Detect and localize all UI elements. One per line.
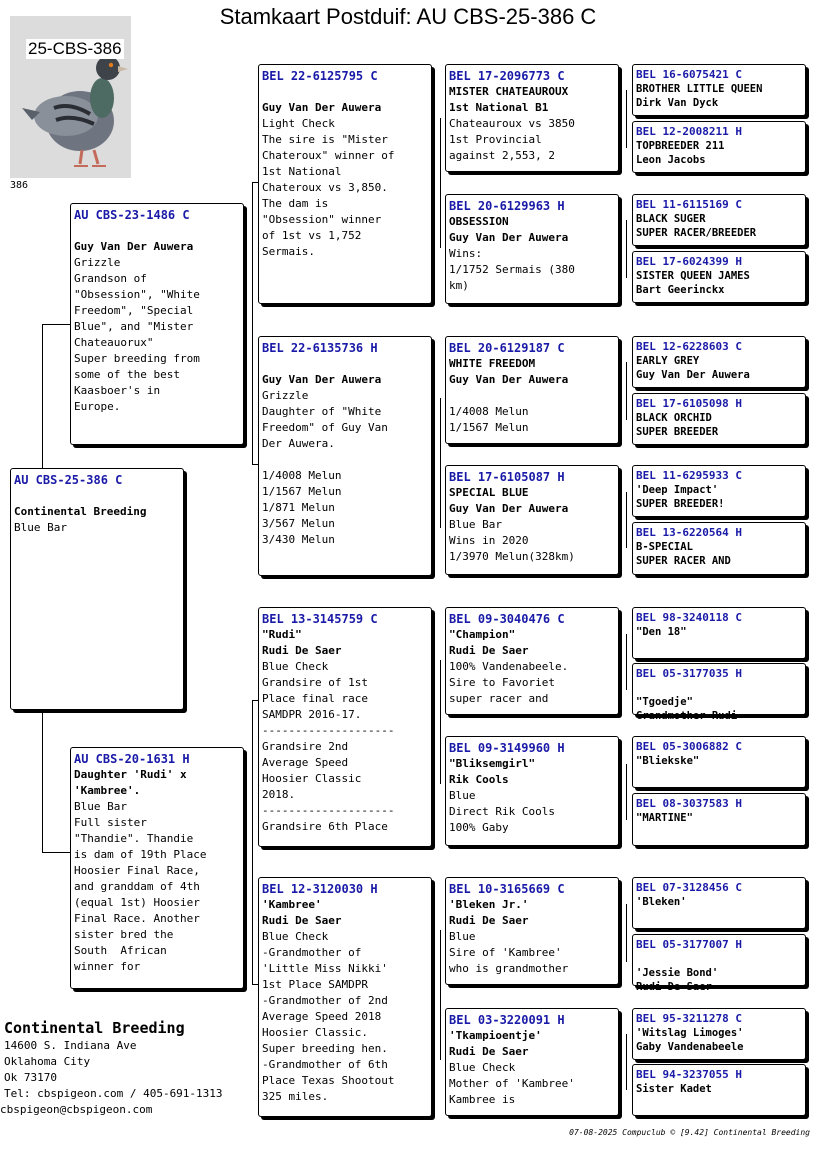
ring-number: BEL 08-3037583 H <box>636 797 742 810</box>
breeder-name: Continental Breeding <box>4 1019 185 1037</box>
card-line: Rudi De Saer <box>262 644 342 657</box>
card-line: SPECIAL BLUE <box>449 486 529 499</box>
card-line <box>449 388 615 404</box>
card-line: 100% Vandenabeele. <box>449 660 569 673</box>
connector-line <box>440 118 441 248</box>
card-line: some of the best <box>74 368 180 381</box>
card-line: Kaasboer's in <box>74 384 161 397</box>
card-line: winner for <box>74 960 141 973</box>
card-line: Guy Van Der Auwera <box>74 240 194 253</box>
card-line: "Tgoedje" <box>636 696 693 708</box>
connector-line <box>42 712 43 852</box>
breeder-city: Oklahoma City <box>4 1055 91 1068</box>
card-line: Chateroux vs 3,850. <box>262 181 388 194</box>
card-line: against 2,553, 2 <box>449 149 555 162</box>
card-line: EARLY GREY <box>636 355 700 367</box>
card-line: Guy Van Der Auwera <box>262 101 382 114</box>
card-line: 1/871 Melun <box>262 501 335 514</box>
ring-number: BEL 07-3128456 C <box>636 881 742 894</box>
card-line: BLACK ORCHID <box>636 412 712 424</box>
pedigree-card-gen5 <box>632 736 806 788</box>
pedigree-card-gen5 <box>632 607 806 659</box>
connector-line <box>626 1034 627 1090</box>
connector-line <box>626 634 627 690</box>
card-line: Kambree is <box>449 1093 516 1106</box>
card-line: "Thandie". Thandie <box>74 832 194 845</box>
card-line: who is grandmother <box>449 962 569 975</box>
card-line: B-SPECIAL <box>636 541 693 553</box>
ring-number: BEL 95-3211278 C <box>636 1012 742 1025</box>
card-line: Rudi De Saer <box>636 981 712 993</box>
card-line: Daughter of "White <box>262 405 382 418</box>
card-line: TOPBREEDER 211 <box>636 140 725 152</box>
pedigree-card-gen5 <box>632 194 806 246</box>
card-line: "Bliekske" <box>636 755 700 767</box>
ring-number: BEL 17-6105087 H <box>449 470 565 484</box>
pedigree-card-gen5 <box>632 465 806 517</box>
card-line: Chateroux" winner of <box>262 149 395 162</box>
connector-line <box>42 324 70 325</box>
ring-number: BEL 20-6129187 C <box>449 341 565 355</box>
pedigree-card-gen5 <box>632 1008 806 1060</box>
ring-number: AU CBS-23-1486 C <box>74 208 190 222</box>
ring-number: AU CBS-20-1631 H <box>74 752 190 766</box>
connector-line <box>42 324 43 468</box>
ring-number: BEL 17-2096773 C <box>449 69 565 83</box>
card-line <box>262 356 428 372</box>
card-line: Sire to Favoriet <box>449 676 555 689</box>
card-line: 'Kambree'. <box>74 784 141 797</box>
ring-number: BEL 13-3145759 C <box>262 612 378 626</box>
card-line: Guy Van Der Auwera <box>449 373 569 386</box>
card-line: super racer and <box>449 692 549 705</box>
pedigree-card-gen3 <box>258 877 432 1117</box>
ring-number: BEL 12-6228603 C <box>636 340 742 353</box>
card-line: SUPER BREEDER <box>636 426 719 438</box>
card-line: 'Little Miss Nikki' <box>262 962 388 975</box>
pedigree-card-gen5 <box>632 522 806 575</box>
card-line: "Obsession" winner <box>262 213 382 226</box>
card-line: 3/430 Melun <box>262 533 335 546</box>
pedigree-card-gen4 <box>445 607 619 715</box>
card-line: Final Race. Another <box>74 912 200 925</box>
connector-line <box>626 492 627 548</box>
pedigree-card-gen4 <box>445 64 619 172</box>
card-line: 1/1567 Melun <box>449 421 529 434</box>
card-line: 'Kambree' <box>262 898 322 911</box>
card-line: 'Bleken' <box>636 896 687 908</box>
card-line: 325 miles. <box>262 1090 329 1103</box>
card-line: South African <box>74 944 167 957</box>
card-line: Average Speed <box>262 756 349 769</box>
card-line: SUPER RACER/BREEDER <box>636 227 757 239</box>
connector-line <box>252 182 253 464</box>
card-line: of 1st vs 1,752 <box>262 229 362 242</box>
card-line: 2018. <box>262 788 296 801</box>
card-line: Wins in 2020 <box>449 534 529 547</box>
card-line: Grizzle <box>262 389 309 402</box>
card-line: Guy Van Der Auwera <box>449 502 569 515</box>
breeder-phone: Tel: cbspigeon.com / 405-691-1313 <box>4 1087 223 1100</box>
breeder-address: 14600 S. Indiana Ave <box>4 1039 137 1052</box>
pedigree-card-gen5 <box>632 251 806 303</box>
card-line: -Grandmother of 6th <box>262 1058 388 1071</box>
card-line: Daughter 'Rudi' x <box>74 768 187 781</box>
card-line: 1/4008 Melun <box>449 405 529 418</box>
card-line: Blue Check <box>262 930 329 943</box>
card-line: 1/1567 Melun <box>262 485 342 498</box>
card-line: 'Witslag Limoges' <box>636 1027 744 1039</box>
card-line: 1st National <box>262 165 342 178</box>
ring-number: BEL 11-6295933 C <box>636 469 742 482</box>
card-line: Blue", and "Mister <box>74 320 194 333</box>
ring-number: BEL 12-2008211 H <box>636 125 742 138</box>
card-line: Place Texas Shootout <box>262 1074 395 1087</box>
pedigree-card-gen5 <box>632 663 806 722</box>
card-line: Blue <box>449 789 476 802</box>
ring-number: BEL 05-3177007 H <box>636 938 742 951</box>
pedigree-card-gen5 <box>632 877 806 929</box>
card-line: -Grandmother of <box>262 946 362 959</box>
card-line: Leon Jacobs <box>636 154 706 166</box>
card-line: is dam of 19th Place <box>74 848 207 861</box>
ring-number: BEL 98-3240118 C <box>636 611 742 624</box>
breeder-info <box>0 1018 223 1118</box>
photo-ring-label: 25-CBS-386 <box>28 39 122 58</box>
card-line: Blue Check <box>262 660 329 673</box>
card-line: Grandson of <box>74 272 147 285</box>
card-line: Grandsire 2nd <box>262 740 349 753</box>
card-line: Chateauroux vs 3850 <box>449 117 575 130</box>
card-line: -------------------- <box>262 724 395 737</box>
connector-line <box>42 852 70 853</box>
pedigree-card-gen4 <box>445 1008 619 1116</box>
connector-line <box>440 398 441 528</box>
pedigree-card-gen5 <box>632 336 806 388</box>
card-line: 'Deep Impact' <box>636 484 719 496</box>
breeder-state: Ok 73170 <box>4 1071 57 1084</box>
card-line: Super breeding hen. <box>262 1042 388 1055</box>
ring-number: BEL 09-3040476 C <box>449 612 565 626</box>
card-line: 1/4008 Melun <box>262 469 342 482</box>
pedigree-card-gen4 <box>445 194 619 304</box>
card-line: The dam is <box>262 197 329 210</box>
card-line <box>262 84 428 100</box>
card-line: "Obsession", "White <box>74 288 200 301</box>
card-line: 3/567 Melun <box>262 517 335 530</box>
card-line: Guy Van Der Auwera <box>262 373 382 386</box>
card-line: SUPER RACER AND <box>636 555 731 567</box>
card-line: MISTER CHATEAUROUX <box>449 85 569 98</box>
card-line: "Den 18" <box>636 626 687 638</box>
connector-line <box>626 362 627 420</box>
card-line: 1st National B1 <box>449 101 549 114</box>
card-line: Direct Rik Cools <box>449 805 555 818</box>
card-line: Mother of 'Kambree' <box>449 1077 575 1090</box>
card-line: BLACK SUGER <box>636 213 706 225</box>
card-line <box>636 952 802 966</box>
footer-credit: 07-08-2025 Compuclub © [9.42] Continental Breeding <box>569 1128 810 1137</box>
card-line: Grizzle <box>74 256 121 269</box>
card-line <box>74 223 240 239</box>
card-line <box>636 681 802 695</box>
pedigree-card-gen5 <box>632 1064 806 1116</box>
card-line <box>14 488 180 504</box>
card-line: Sermais. <box>262 245 315 258</box>
card-line: sister bred the <box>74 928 174 941</box>
ring-number: BEL 11-6115169 C <box>636 198 742 211</box>
card-line: Dirk Van Dyck <box>636 97 719 109</box>
card-line: Continental Breeding <box>14 505 147 518</box>
card-line: Blue Bar <box>14 521 67 534</box>
ring-number: BEL 09-3149960 H <box>449 741 565 755</box>
card-line: Chateauorux" <box>74 336 154 349</box>
pedigree-card-gen4 <box>445 465 619 575</box>
card-line: 'Tkampioentje' <box>449 1029 542 1042</box>
connector-line <box>626 764 627 820</box>
card-line: Sister Kadet <box>636 1083 712 1095</box>
card-line <box>262 452 428 468</box>
pedigree-card-gen5 <box>632 393 806 445</box>
card-line: WHITE FREEDOM <box>449 357 536 370</box>
photo-number: 386 <box>10 180 29 191</box>
pedigree-card-gen4 <box>445 877 619 985</box>
card-line: "Rudi" <box>262 628 302 641</box>
card-line: Rik Cools <box>449 773 509 786</box>
ring-number: BEL 10-3165669 C <box>449 882 565 896</box>
ring-number: BEL 05-3177035 H <box>636 667 742 680</box>
pedigree-card-subject <box>10 468 184 710</box>
card-line: Wins: <box>449 247 483 260</box>
card-line: and granddam of 4th <box>74 880 200 893</box>
breeder-email: cbspigeon@cbspigeon.com <box>0 1103 153 1116</box>
ring-number: BEL 05-3006882 C <box>636 740 742 753</box>
card-line: Bart Geerinckx <box>636 284 725 296</box>
card-line: -Grandmother of 2nd <box>262 994 388 1007</box>
card-line: Hoosier Final Race, <box>74 864 200 877</box>
card-line: km) <box>449 279 469 292</box>
card-line: Full sister <box>74 816 147 829</box>
card-line: 1/3970 Melun(328km) <box>449 550 575 563</box>
card-line: Hoosier Classic <box>262 772 362 785</box>
pigeon-photo <box>10 16 131 178</box>
pedigree-card-gen5 <box>632 64 806 116</box>
connector-line <box>252 700 253 984</box>
card-line: Blue Bar <box>449 518 502 531</box>
pedigree-card-dam <box>70 747 244 989</box>
ring-number: BEL 22-6135736 H <box>262 341 378 355</box>
connector-line <box>626 904 627 962</box>
card-line: Rudi De Saer <box>262 914 342 927</box>
card-line: Place final race <box>262 692 368 705</box>
card-line: "Champion" <box>449 628 516 641</box>
ring-number: BEL 22-6125795 C <box>262 69 378 83</box>
pedigree-card-sire <box>70 203 244 445</box>
ring-number: BEL 20-6129963 H <box>449 199 565 213</box>
pedigree-card-gen5 <box>632 793 806 846</box>
card-line: Light Check <box>262 117 335 130</box>
card-line: Blue Bar <box>74 800 127 813</box>
page-title: Stamkaart Postduif: AU CBS-25-386 C <box>219 4 597 29</box>
card-line: -------------------- <box>262 804 395 817</box>
card-line: Rudi De Saer <box>449 914 529 927</box>
card-line: Grandmother Rudi <box>636 710 738 722</box>
card-line: SISTER QUEEN JAMES <box>636 270 750 282</box>
ring-number: AU CBS-25-386 C <box>14 473 123 487</box>
card-line: Sire of 'Kambree' <box>449 946 562 959</box>
card-line: Gaby Vandenabeele <box>636 1041 744 1053</box>
ring-number: BEL 17-6105098 H <box>636 397 742 410</box>
ring-number: BEL 16-6075421 C <box>636 68 742 81</box>
card-line: Average Speed 2018 <box>262 1010 382 1023</box>
pedigree-card-gen4 <box>445 736 619 846</box>
card-line: Blue <box>449 930 476 943</box>
card-line: 1st Provincial <box>449 133 542 146</box>
ring-number: BEL 17-6024399 H <box>636 255 742 268</box>
pedigree-card-gen3 <box>258 607 432 847</box>
connector-line <box>440 930 441 1060</box>
pedigree-card-gen4 <box>445 336 619 444</box>
card-line: "MARTINE" <box>636 812 693 824</box>
card-line: Hoosier Classic. <box>262 1026 368 1039</box>
card-line: Super breeding from <box>74 352 200 365</box>
card-line: Freedom" of Guy Van <box>262 421 388 434</box>
card-line: 'Jessie Bond' <box>636 967 719 979</box>
card-line: "Bliksemgirl" <box>449 757 536 770</box>
card-line: Guy Van Der Auwera <box>449 231 569 244</box>
card-line: Freedom", "Special <box>74 304 194 317</box>
card-line: Rudi De Saer <box>449 1045 529 1058</box>
card-line: 1/1752 Sermais (380 <box>449 263 575 276</box>
card-line: SUPER BREEDER! <box>636 498 725 510</box>
card-line: The sire is "Mister <box>262 133 388 146</box>
card-line: Grandsire of 1st <box>262 676 368 689</box>
card-line: Rudi De Saer <box>449 644 529 657</box>
ring-number: BEL 13-6220564 H <box>636 526 742 539</box>
card-line: Europe. <box>74 400 121 413</box>
card-line: (equal 1st) Hoosier <box>74 896 200 909</box>
card-line: 'Bleken Jr.' <box>449 898 529 911</box>
connector-line <box>626 220 627 278</box>
pedigree-card-gen3 <box>258 336 432 576</box>
card-line: 1st Place SAMDPR <box>262 978 368 991</box>
card-line: Blue Check <box>449 1061 516 1074</box>
connector-line <box>626 90 627 148</box>
card-line: Grandsire 6th Place <box>262 820 388 833</box>
ring-number: BEL 12-3120030 H <box>262 882 378 896</box>
card-line: BROTHER LITTLE QUEEN <box>636 83 763 95</box>
pedigree-card-gen3 <box>258 64 432 304</box>
card-line: OBSESSION <box>449 215 509 228</box>
ring-number: BEL 94-3237055 H <box>636 1068 742 1081</box>
card-line: Guy Van Der Auwera <box>636 369 750 381</box>
card-line: Der Auwera. <box>262 437 335 450</box>
pedigree-card-gen5 <box>632 121 806 173</box>
card-line: SAMDPR 2016-17. <box>262 708 362 721</box>
connector-line <box>440 660 441 784</box>
ring-number: BEL 03-3220091 H <box>449 1013 565 1027</box>
pedigree-card-gen5 <box>632 934 806 993</box>
card-line: 100% Gaby <box>449 821 509 834</box>
